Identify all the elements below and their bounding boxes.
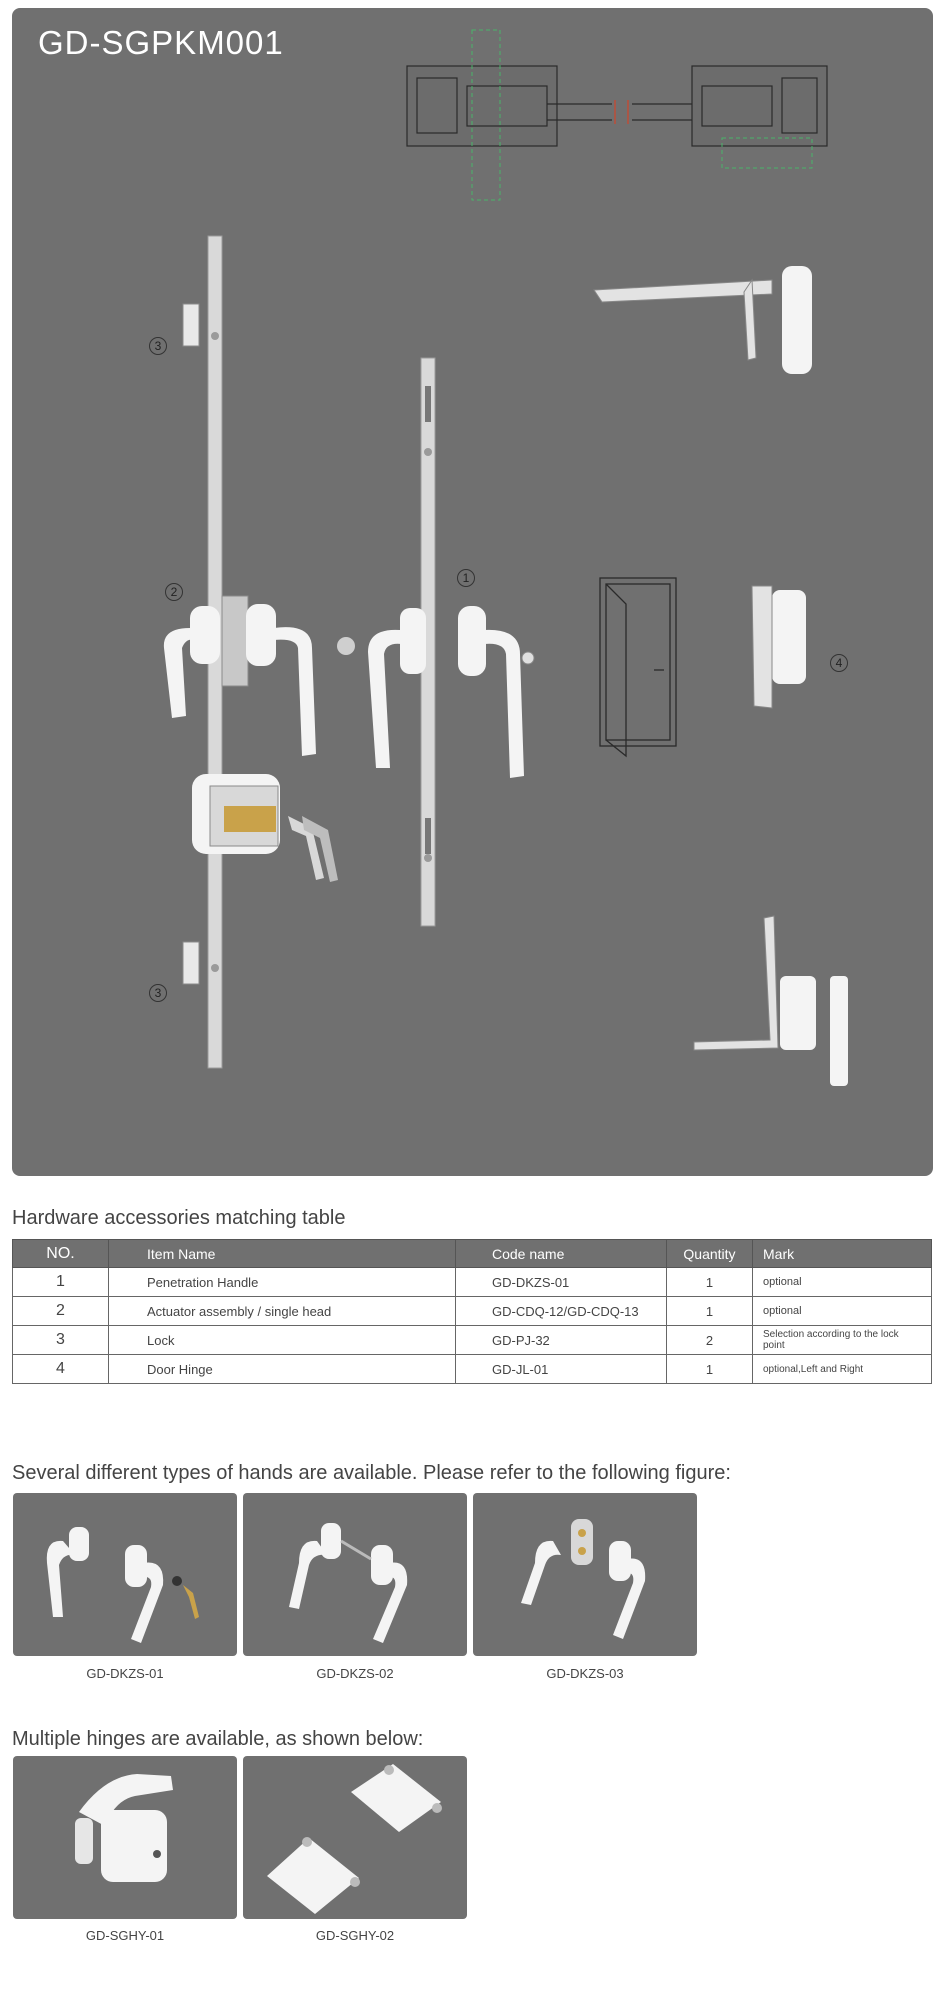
- cell-item-name: Penetration Handle: [109, 1268, 456, 1297]
- cell-no: 1: [13, 1268, 109, 1297]
- cell-item-name: Lock: [109, 1326, 456, 1355]
- cell-no: 3: [13, 1326, 109, 1355]
- header-quantity: Quantity: [667, 1240, 753, 1268]
- cell-mark: optional: [753, 1297, 932, 1326]
- hinge-caption-01: GD-SGHY-01: [85, 1928, 165, 1943]
- hardware-matching-table: [12, 1239, 932, 1384]
- handles-title: Several different types of hands are available. Please refer to the following figure:: [12, 1462, 731, 1484]
- hardware-illustration: [12, 8, 933, 1176]
- cell-no: 4: [13, 1355, 109, 1384]
- callout-4: 4: [830, 654, 848, 672]
- hinge-top: [594, 266, 812, 374]
- handle-icon: [243, 1493, 467, 1656]
- hinge-thumb-01: [13, 1756, 237, 1919]
- cell-mark: optional,Left and Right: [753, 1355, 932, 1384]
- table-title: Hardware accessories matching table: [12, 1207, 346, 1229]
- header-code-name: Code name: [456, 1240, 667, 1268]
- hinges-title: Multiple hinges are available, as shown below:: [12, 1728, 424, 1750]
- handle-icon: [473, 1493, 697, 1656]
- handle-icon: [13, 1493, 237, 1656]
- cell-quantity: 2: [667, 1326, 753, 1355]
- cell-item-name: Door Hinge: [109, 1355, 456, 1384]
- cell-code-name: GD-PJ-32: [456, 1326, 667, 1355]
- cell-code-name: GD-CDQ-12/GD-CDQ-13: [456, 1297, 667, 1326]
- table-row: [13, 1326, 932, 1355]
- callout-1: 1: [457, 569, 475, 587]
- actuator-handle-assembly: [164, 596, 316, 756]
- hinge-thumb-02: [243, 1756, 467, 1919]
- cell-code-name: GD-DKZS-01: [456, 1268, 667, 1297]
- hinge-middle: [752, 586, 806, 708]
- cell-code-name: GD-JL-01: [456, 1355, 667, 1384]
- profile-section-drawing: [407, 66, 827, 146]
- handle-caption-03: GD-DKZS-03: [546, 1666, 624, 1681]
- handle-thumb-01: [13, 1493, 237, 1656]
- hinge-icon: [243, 1756, 467, 1919]
- handle-thumb-03: [473, 1493, 697, 1656]
- cell-quantity: 1: [667, 1297, 753, 1326]
- table-row: [13, 1297, 932, 1326]
- callout-3-bottom: 3: [149, 984, 167, 1002]
- handle-caption-01: GD-DKZS-01: [86, 1666, 164, 1681]
- table-row: [13, 1268, 932, 1297]
- callout-2: 2: [165, 583, 183, 601]
- handle-caption-02: GD-DKZS-02: [316, 1666, 394, 1681]
- door-line-drawing: [600, 578, 676, 756]
- callout-3-top: 3: [149, 337, 167, 355]
- hero-panel: [12, 8, 933, 1176]
- header-item-name: Item Name: [109, 1240, 456, 1268]
- cell-no: 2: [13, 1297, 109, 1326]
- cell-mark: Selection according to the lock point: [753, 1326, 932, 1355]
- cell-item-name: Actuator assembly / single head: [109, 1297, 456, 1326]
- product-model-title: GD-SGPKM001: [38, 24, 284, 61]
- table-header-row: [13, 1240, 932, 1268]
- table-row: [13, 1355, 932, 1384]
- handle-thumb-02: [243, 1493, 467, 1656]
- header-no: NO.: [13, 1240, 109, 1268]
- hinge-icon: [13, 1756, 237, 1919]
- hinge-bottom: [694, 916, 848, 1086]
- cell-quantity: 1: [667, 1268, 753, 1297]
- hinge-caption-02: GD-SGHY-02: [315, 1928, 395, 1943]
- cell-mark: optional: [753, 1268, 932, 1297]
- header-mark: Mark: [753, 1240, 932, 1268]
- cell-quantity: 1: [667, 1355, 753, 1384]
